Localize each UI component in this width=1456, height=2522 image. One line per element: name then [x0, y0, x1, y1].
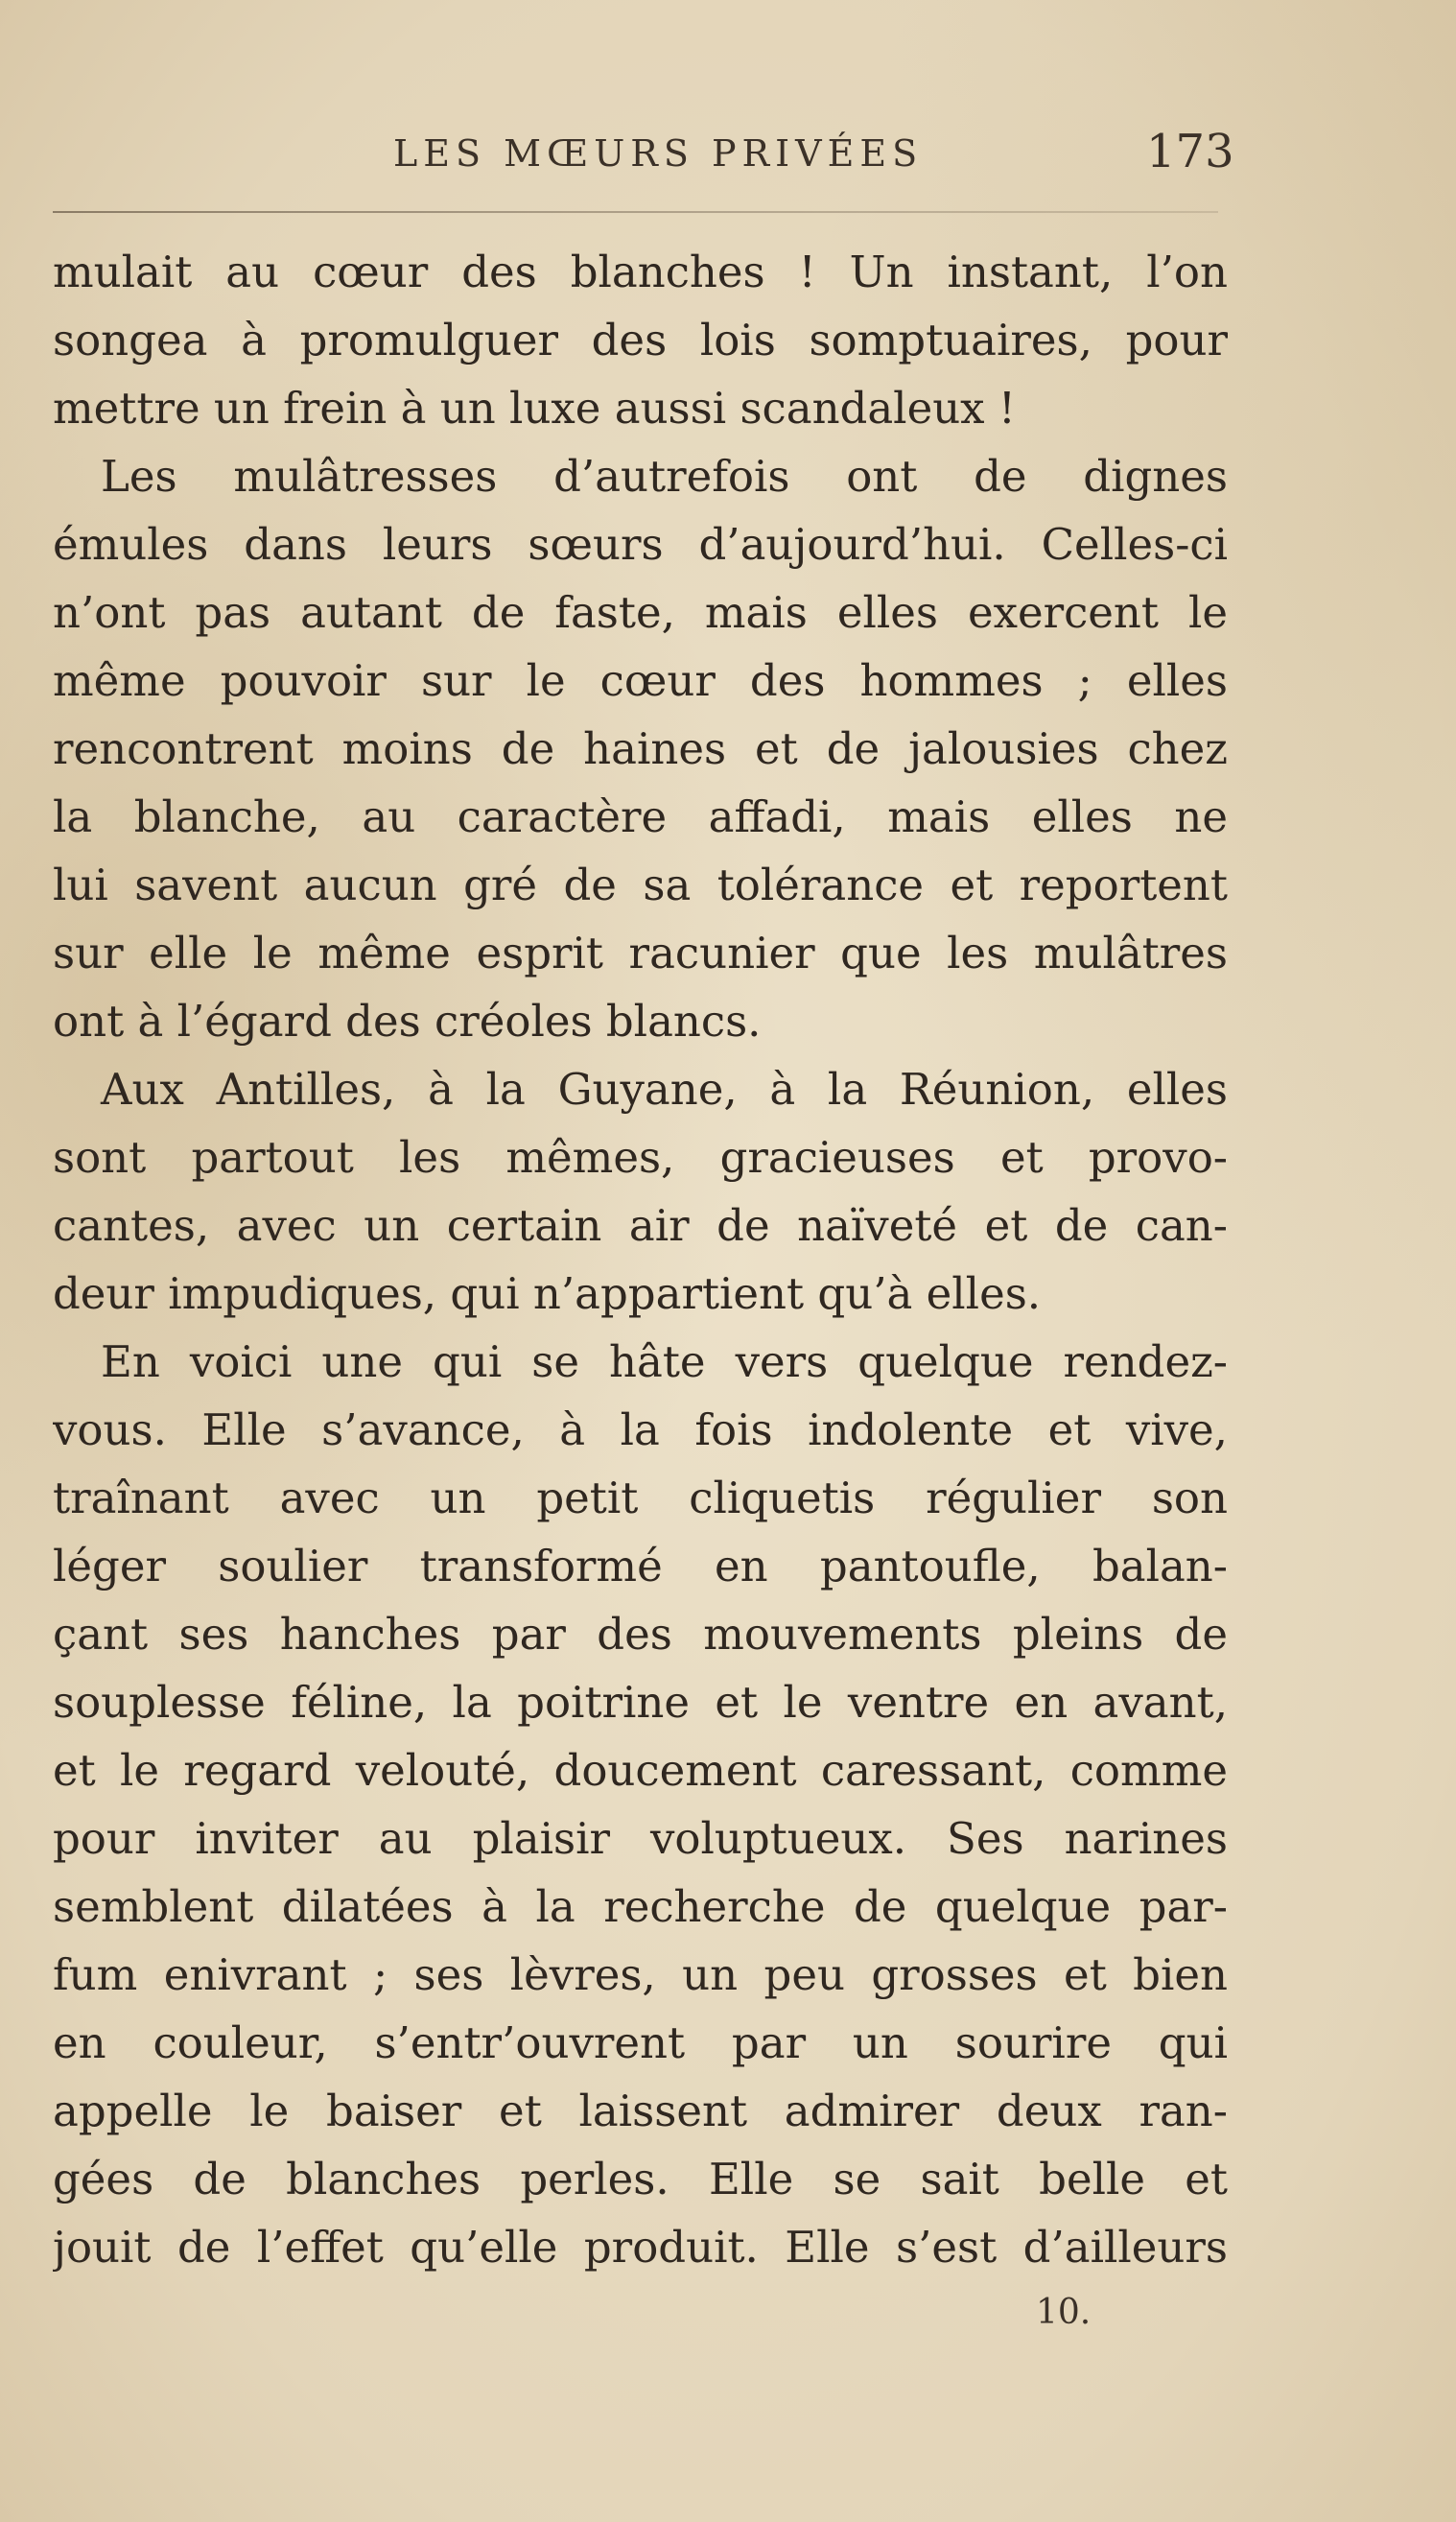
text-line: mettre un frein à un luxe aussi scandaleux !	[53, 383, 1016, 434]
text-line: la blanche, au caractère affadi, mais elles ne	[53, 791, 1228, 842]
text-line: et le regard velouté, doucement caressant, comme	[53, 1745, 1228, 1796]
text-line: émules dans leurs sœurs d’aujourd’hui. Celles-ci	[53, 519, 1228, 570]
text-line: lui savent aucun gré de sa tolérance et reportent	[53, 860, 1228, 910]
text-line: rencontrent moins de haines et de jalousies chez	[53, 723, 1228, 774]
text-line: léger soulier transformé en pantoufle, balan-	[53, 1541, 1228, 1591]
text-line: deur impudiques, qui n’appartient qu’à elles.	[53, 1268, 1042, 1319]
text-line: sur elle le même esprit racunier que les mulâtres	[53, 928, 1228, 978]
text-line: gées de blanches perles. Elle se sait belle et	[53, 2154, 1228, 2204]
signature-mark: 10.	[1036, 2293, 1092, 2332]
body-text	[53, 238, 1228, 2281]
text-line: cantes, avec un certain air de naïveté et de can-	[53, 1200, 1228, 1251]
text-line: même pouvoir sur le cœur des hommes ; elles	[53, 655, 1228, 706]
text-line: n’ont pas autant de faste, mais elles exercent le	[53, 587, 1228, 638]
text-line: pour inviter au plaisir voluptueux. Ses narines	[53, 1813, 1228, 1864]
text-line: sont partout les mêmes, gracieuses et provo-	[53, 1132, 1228, 1183]
page-number: 173	[1146, 125, 1234, 178]
text-line: Les mulâtresses d’autrefois ont de dignes	[101, 451, 1228, 502]
running-title: LES MŒURS PRIVÉES	[393, 132, 924, 175]
text-line: En voici une qui se hâte vers quelque rendez-	[101, 1336, 1228, 1387]
text-line: jouit de l’effet qu’elle produit. Elle s’est d’ailleurs	[53, 2222, 1228, 2273]
text-line: en couleur, s’entr’ouvrent par un sourire qui	[53, 2017, 1228, 2068]
text-line: semblent dilatées à la recherche de quelque par-	[53, 1881, 1228, 1932]
text-line: çant ses hanches par des mouvements pleins de	[53, 1609, 1228, 1660]
header-rule	[53, 211, 1218, 213]
text-line: fum enivrant ; ses lèvres, un peu grosses et bien	[53, 1949, 1228, 2000]
text-line: mulait au cœur des blanches ! Un instant, l’on	[53, 247, 1228, 297]
text-line: songea à promulguer des lois somptuaires, pour	[53, 315, 1228, 365]
text-line: Aux Antilles, à la Guyane, à la Réunion, elles	[101, 1064, 1228, 1115]
text-line: traînant avec un petit cliquetis régulier son	[53, 1473, 1228, 1523]
text-line: vous. Elle s’avance, à la fois indolente et vive,	[53, 1404, 1228, 1455]
page-header	[0, 123, 1456, 200]
text-line: souplesse féline, la poitrine et le ventre en avant,	[53, 1677, 1228, 1728]
text-line: appelle le baiser et laissent admirer deux ran-	[53, 2086, 1228, 2136]
text-line: ont à l’égard des créoles blancs.	[53, 996, 762, 1047]
